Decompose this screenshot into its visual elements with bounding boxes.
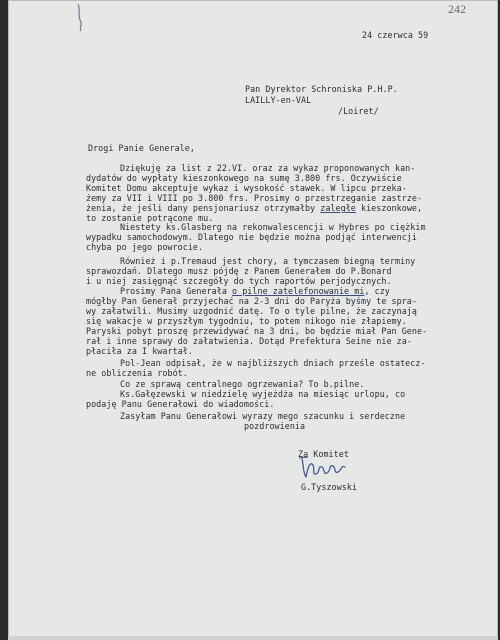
body-line: ne obliczenia robót. [86, 368, 188, 378]
body-line: żemy za VII i VIII po 3.800 frs. Prosimy o przestrzeganie zastrze- [86, 193, 423, 203]
body-line-underlined: Prosimy Pana Generała o pilne zatelefonowanie mi, czy [120, 286, 390, 296]
body-line: Pol-Jean odpisał, że w najbliższych dniach prześle ostatecz- [120, 358, 426, 368]
folio-number: 242 [448, 2, 466, 16]
body-line: wypadku samochodowym. Dlatego nie będzie można podjąć interwencji [86, 232, 417, 242]
closing-line: pozdrowienia [244, 421, 306, 431]
body-line: Dziękuję za list z 22.VI. oraz za wykaz proponowanych kan- [120, 163, 416, 173]
body-line: płaciła za I kwartał. [86, 346, 193, 356]
body-line: Paryski pobyt proszę przewidywać na 3 dni, bo będzie miał Pan Gene- [86, 326, 428, 336]
body-line: Co ze sprawą centralnego ogrzewania? To b.pilne. [120, 379, 365, 389]
body-line: dydatów do wypłaty kieszonkowego na sumę 3.800 frs. Oczywiście [86, 173, 402, 183]
body-line: mógłby Pan Generał przyjechać na 2-3 dni do Paryża byśmy te spra- [86, 296, 417, 306]
letter-page [8, 0, 498, 640]
body-line: to zostanie potrącone mu. [86, 213, 214, 223]
body-line: chyba po jego powrocie. [86, 242, 204, 252]
body-line: Niestety ks.Glasberg na rekonwalescencji w Hybres po ciężkim [120, 222, 426, 232]
recipient-line-1: Pan Dyrektor Schroniska P.H.P. [245, 84, 398, 94]
body-line-underlined: żenia, że jeśli dany pensjonariusz otrzymałby zaległe kieszonkowe, [86, 203, 423, 213]
underlined-phrase: zaległe [320, 203, 356, 213]
body-line: wy załatwili. Musimy uzgodnić datę. To o tyle pilne, że zaczynają [86, 306, 417, 316]
body-line: podaję Panu Generałowi do wiadomości. [86, 399, 275, 409]
salutation: Drogi Panie Generale, [88, 143, 195, 153]
body-line: się wakacje w przyszłym tygodniu, to potem nikogo nie złapiemy. [86, 316, 407, 326]
recipient-line-3: /Loiret/ [338, 106, 379, 116]
letter-date: 24 czerwca 59 [362, 30, 429, 40]
signature-name: G.Tyszowski [301, 482, 358, 492]
body-line: Ks.Gałęzewski w niedzielę wyjeżdża na miesiąc urlopu, co [120, 389, 406, 399]
body-line: sprawozdań. Dlatego musz pójdę z Panem Generałem do P.Bonard [86, 266, 392, 276]
underlined-phrase: o pilne zatelefonowanie mi [232, 286, 365, 296]
pen-mark [72, 2, 88, 32]
closing-line: Zasyłam Panu Generałowi wyrazy mego szacunku i serdeczne [120, 411, 406, 421]
recipient-line-2: LAILLY-en-VAL [245, 95, 312, 105]
body-line: Również i p.Tremaud jest chory, a tymczasem biegną terminy [120, 256, 416, 266]
body-line: rał i inne sprawy do załatwienia. Dotąd Prefektura Seine nie za- [86, 336, 412, 346]
signature-org: Za Komitet [298, 449, 349, 459]
body-line: Komitet Domu akceptuje wykaz i wysokość stawek. W lipcu przeka- [86, 183, 407, 193]
page-edge [8, 636, 498, 640]
handwritten-signature [294, 453, 360, 481]
body-line: i u niej zasięgnąć szczegóły do tych raportów perjodycznych. [86, 276, 392, 286]
